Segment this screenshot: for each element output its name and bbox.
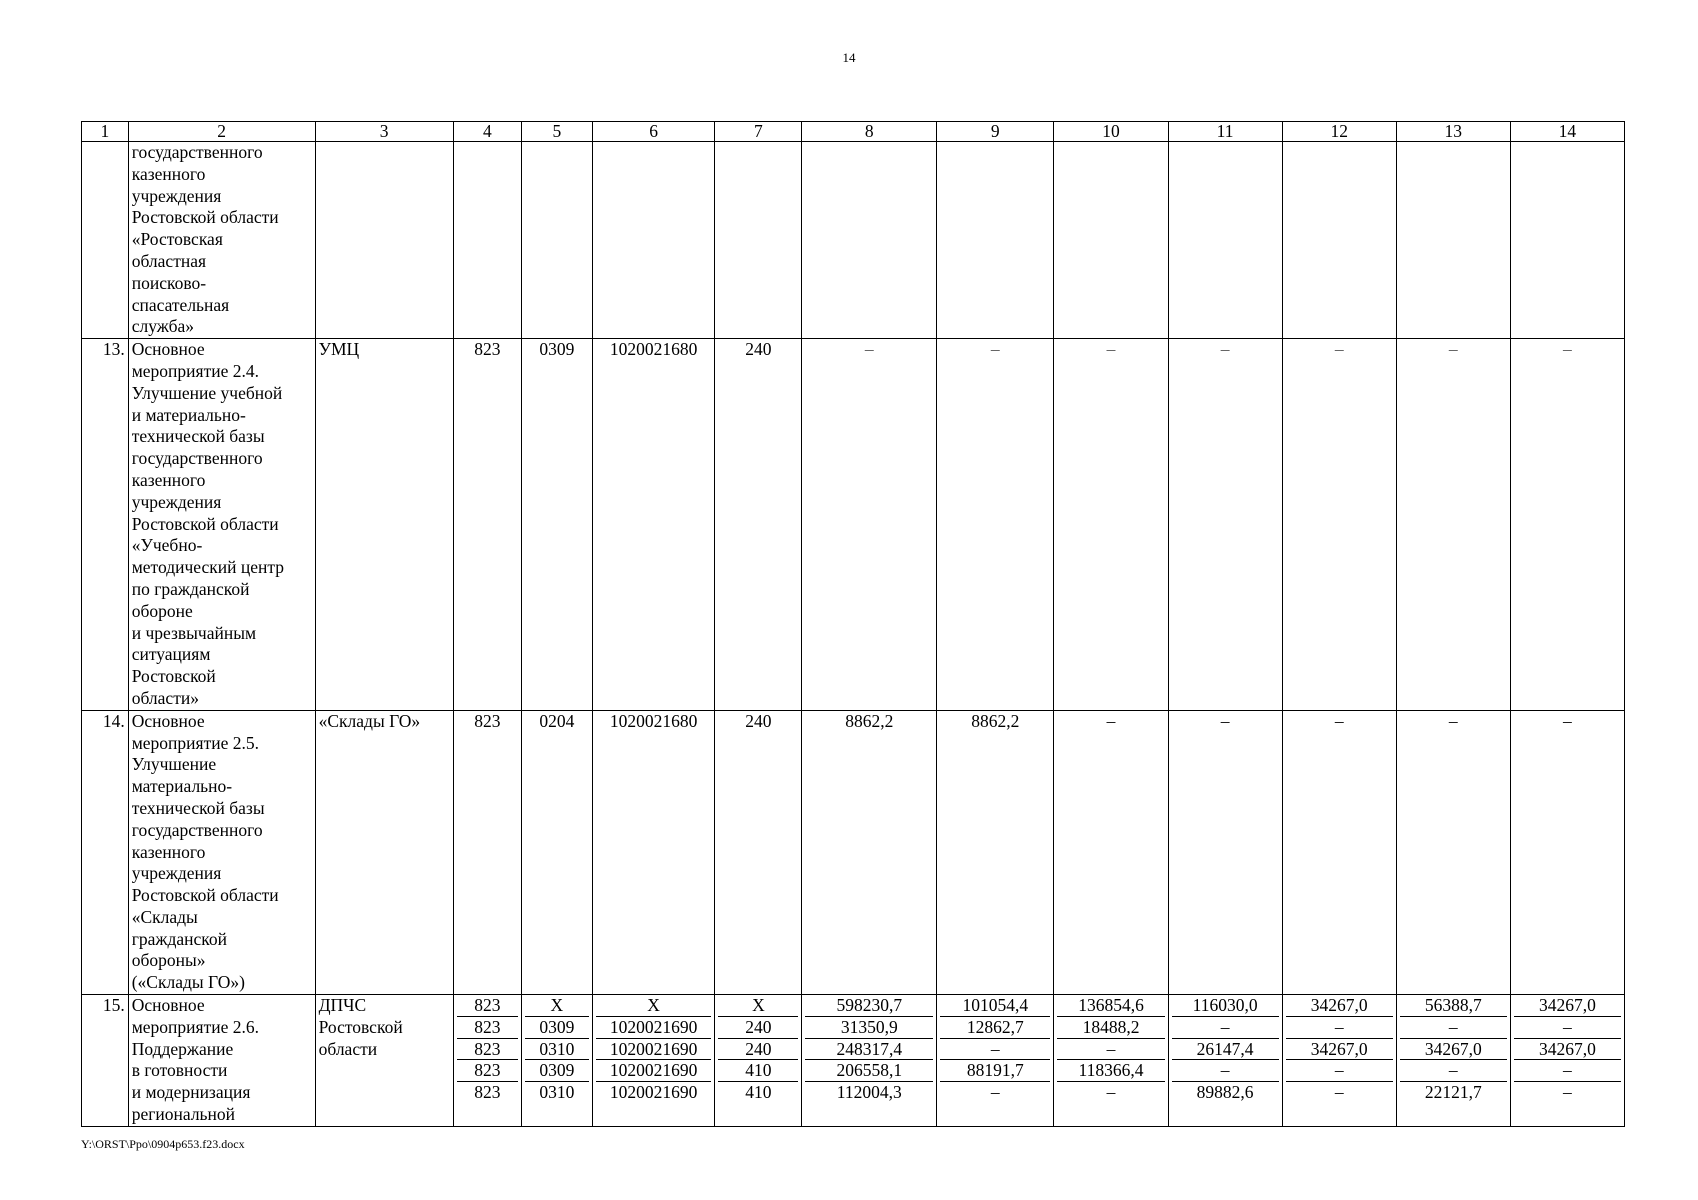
value-line: 1020021690	[596, 1017, 712, 1039]
row-number	[82, 142, 129, 339]
value-cell: –	[1396, 339, 1510, 711]
column-number: 9	[937, 122, 1054, 142]
value-line: 34267,0	[1286, 995, 1393, 1017]
value-cell: 240	[715, 339, 802, 711]
value-line: 34267,0	[1400, 1039, 1507, 1061]
executor	[315, 995, 453, 1127]
column-number: 3	[315, 122, 453, 142]
value-line: 0310	[525, 1039, 589, 1061]
table-row	[82, 142, 1625, 339]
executor-line: УМЦ	[318, 339, 360, 360]
value-line: –	[940, 1039, 1050, 1061]
row-number: 14.	[82, 710, 129, 994]
value-cell: 240	[715, 710, 802, 994]
activity-name-line: «Учебно-	[131, 535, 203, 556]
value-line: 823	[457, 995, 518, 1017]
activity-name-line: методический центр	[131, 557, 284, 578]
column-number: 2	[128, 122, 315, 142]
value-line: Х	[596, 995, 712, 1017]
page-number: 14	[842, 50, 856, 65]
table-body	[82, 142, 1625, 1127]
activity-name-line: Ростовской	[131, 666, 216, 687]
value-cell	[1282, 995, 1396, 1127]
value-line: 18488,2	[1057, 1017, 1164, 1039]
value-line: 112004,3	[836, 1082, 902, 1103]
value-cell	[802, 995, 937, 1127]
value-cell: 1020021680	[592, 710, 715, 994]
activity-name-line: спасательная	[131, 294, 230, 315]
value-cell	[1396, 995, 1510, 1127]
activity-name-line: технической базы	[131, 797, 265, 818]
column-number: 10	[1054, 122, 1168, 142]
value-cell: 823	[453, 710, 521, 994]
activity-name-line: «Ростовская	[131, 229, 223, 250]
value-line: 88191,7	[940, 1060, 1050, 1082]
table-row	[82, 339, 1625, 711]
value-cell: 0204	[522, 710, 593, 994]
column-number: 8	[802, 122, 937, 142]
value-line: 823	[457, 1060, 518, 1082]
value-line: 116030,0	[1172, 995, 1279, 1017]
row-number: 15.	[82, 995, 129, 1127]
value-line: Х	[525, 995, 589, 1017]
value-cell: 823	[453, 339, 521, 711]
column-number-row	[82, 122, 1625, 142]
value-line: –	[1172, 1060, 1279, 1082]
value-cell	[1396, 142, 1510, 339]
activity-name-line: Ростовской области	[131, 885, 279, 906]
value-cell: –	[937, 339, 1054, 711]
activity-name-line: Поддержание	[131, 1038, 234, 1059]
value-line: 31350,9	[805, 1017, 933, 1039]
activity-name-line: обороны»	[131, 950, 206, 971]
value-line: 56388,7	[1400, 995, 1507, 1017]
value-line: 240	[718, 1017, 798, 1039]
activity-name-line: казенного	[131, 469, 206, 490]
value-line: 598230,7	[805, 995, 933, 1017]
column-number: 11	[1168, 122, 1282, 142]
table-row	[82, 710, 1625, 994]
value-line: 34267,0	[1514, 1039, 1621, 1061]
value-line: 240	[718, 1039, 798, 1061]
activity-name-line: мероприятие 2.5.	[131, 732, 259, 753]
value-cell	[715, 142, 802, 339]
value-line: 0309	[525, 1060, 589, 1082]
file-path-footer: Y:\ORST\Ppo\0904p653.f23.docx	[81, 1137, 245, 1151]
activity-name-line: казенного	[131, 841, 206, 862]
value-line: 0309	[525, 1017, 589, 1039]
activity-name-line: учреждения	[131, 185, 222, 206]
value-cell	[1054, 142, 1168, 339]
value-cell: –	[1054, 339, 1168, 711]
value-cell	[715, 995, 802, 1127]
value-cell: 8862,2	[802, 710, 937, 994]
activity-name-line: государственного	[131, 142, 263, 162]
activity-name	[128, 995, 315, 1127]
executor-line: области	[318, 1038, 378, 1059]
activity-name-line: Улучшение учебной	[131, 382, 283, 403]
activity-name	[128, 142, 315, 339]
value-line: 206558,1	[805, 1060, 933, 1082]
column-number: 13	[1396, 122, 1510, 142]
activity-name-line: области»	[131, 687, 199, 708]
value-line: 1020021690	[609, 1082, 698, 1103]
value-cell	[592, 995, 715, 1127]
value-line: 823	[457, 1017, 518, 1039]
value-line: 89882,6	[1196, 1082, 1254, 1103]
value-line: 136854,6	[1057, 995, 1164, 1017]
value-line: –	[1057, 1039, 1164, 1061]
executor-line: Ростовской	[318, 1016, 403, 1037]
activity-name-line: Ростовской области	[131, 513, 279, 534]
value-cell	[1168, 995, 1282, 1127]
value-cell: –	[1168, 710, 1282, 994]
value-line: 26147,4	[1172, 1039, 1279, 1061]
value-cell	[937, 995, 1054, 1127]
executor	[315, 710, 453, 994]
value-line: –	[1286, 1017, 1393, 1039]
value-cell	[802, 142, 937, 339]
activity-name-line: технической базы	[131, 426, 265, 447]
value-line: 101054,4	[940, 995, 1050, 1017]
activity-name-line: Основное	[131, 339, 205, 360]
value-cell	[522, 142, 593, 339]
value-cell: –	[1510, 710, 1624, 994]
value-cell: 8862,2	[937, 710, 1054, 994]
activity-name-line: казенного	[131, 163, 206, 184]
executor-line: ДПЧС	[318, 995, 367, 1016]
activity-name-line: гражданской	[131, 928, 228, 949]
value-line: –	[990, 1082, 1000, 1103]
executor-line: «Склады ГО»	[318, 710, 421, 731]
activity-name-line: по гражданской	[131, 578, 250, 599]
value-line: 0310	[539, 1082, 575, 1103]
activity-name-line: поисково-	[131, 272, 207, 293]
value-line: 118366,4	[1057, 1060, 1164, 1082]
value-line: –	[1514, 1060, 1621, 1082]
value-cell	[453, 995, 521, 1127]
activity-name-line: областная	[131, 250, 207, 271]
value-cell: –	[802, 339, 937, 711]
value-cell	[1282, 142, 1396, 339]
activity-name-line: обороне	[131, 600, 193, 621]
column-number: 5	[522, 122, 593, 142]
value-line: 823	[474, 1082, 501, 1103]
activity-name-line: Ростовской области	[131, 207, 279, 228]
column-number: 14	[1510, 122, 1624, 142]
column-number: 6	[592, 122, 715, 142]
value-cell: –	[1396, 710, 1510, 994]
activity-name	[128, 710, 315, 994]
value-cell	[1054, 995, 1168, 1127]
value-line: –	[1286, 1060, 1393, 1082]
budget-table	[81, 121, 1625, 1127]
value-line: –	[1514, 1017, 1621, 1039]
value-cell: 1020021680	[592, 339, 715, 711]
value-line: 823	[457, 1039, 518, 1061]
activity-name-line: «Склады	[131, 906, 198, 927]
activity-name-line: и модернизация	[131, 1082, 251, 1103]
activity-name-line: государственного	[131, 448, 263, 469]
column-number: 1	[82, 122, 129, 142]
activity-name-line: в готовности	[131, 1060, 228, 1081]
value-cell	[1510, 995, 1624, 1127]
column-number: 7	[715, 122, 802, 142]
activity-name-line: учреждения	[131, 863, 222, 884]
value-line: 248317,4	[805, 1039, 933, 1061]
value-cell: –	[1282, 339, 1396, 711]
value-line: 22121,7	[1424, 1082, 1482, 1103]
value-line: –	[1106, 1082, 1116, 1103]
value-line: –	[1172, 1017, 1279, 1039]
executor	[315, 339, 453, 711]
row-number: 13.	[82, 339, 129, 711]
value-line: –	[1400, 1017, 1507, 1039]
value-cell: 0309	[522, 339, 593, 711]
activity-name-line: учреждения	[131, 491, 222, 512]
value-cell	[453, 142, 521, 339]
value-line: 34267,0	[1514, 995, 1621, 1017]
column-number: 12	[1282, 122, 1396, 142]
value-cell	[522, 995, 593, 1127]
value-line: 1020021690	[596, 1039, 712, 1061]
activity-name-line: Основное	[131, 710, 205, 731]
activity-name-line: государственного	[131, 819, 263, 840]
executor	[315, 142, 453, 339]
value-line: 34267,0	[1286, 1039, 1393, 1061]
activity-name-line: материально-	[131, 776, 233, 797]
activity-name-line: Улучшение	[131, 754, 217, 775]
value-cell: –	[1054, 710, 1168, 994]
activity-name-line: и материально-	[131, 404, 246, 425]
activity-name-line: Основное	[131, 995, 205, 1016]
activity-name	[128, 339, 315, 711]
activity-name-line: региональной	[131, 1104, 236, 1125]
value-cell: –	[1510, 339, 1624, 711]
activity-name-line: служба»	[131, 316, 195, 337]
table-row	[82, 995, 1625, 1127]
activity-name-line: ситуациям	[131, 644, 211, 665]
value-cell	[1168, 142, 1282, 339]
value-line: –	[1334, 1082, 1344, 1103]
value-cell: –	[1168, 339, 1282, 711]
value-cell	[1510, 142, 1624, 339]
value-line: 12862,7	[940, 1017, 1050, 1039]
activity-name-line: и чрезвычайным	[131, 622, 257, 643]
activity-name-line: мероприятие 2.6.	[131, 1016, 259, 1037]
value-line: –	[1563, 1082, 1572, 1103]
value-cell	[592, 142, 715, 339]
column-number: 4	[453, 122, 521, 142]
value-line: 410	[745, 1082, 772, 1103]
value-cell	[937, 142, 1054, 339]
activity-name-line: («Склады ГО»)	[131, 972, 245, 993]
value-line: 1020021690	[596, 1060, 712, 1082]
activity-name-line: мероприятие 2.4.	[131, 360, 259, 381]
value-line: 410	[718, 1060, 798, 1082]
value-line: Х	[718, 995, 798, 1017]
value-cell: –	[1282, 710, 1396, 994]
value-line: –	[1400, 1060, 1507, 1082]
